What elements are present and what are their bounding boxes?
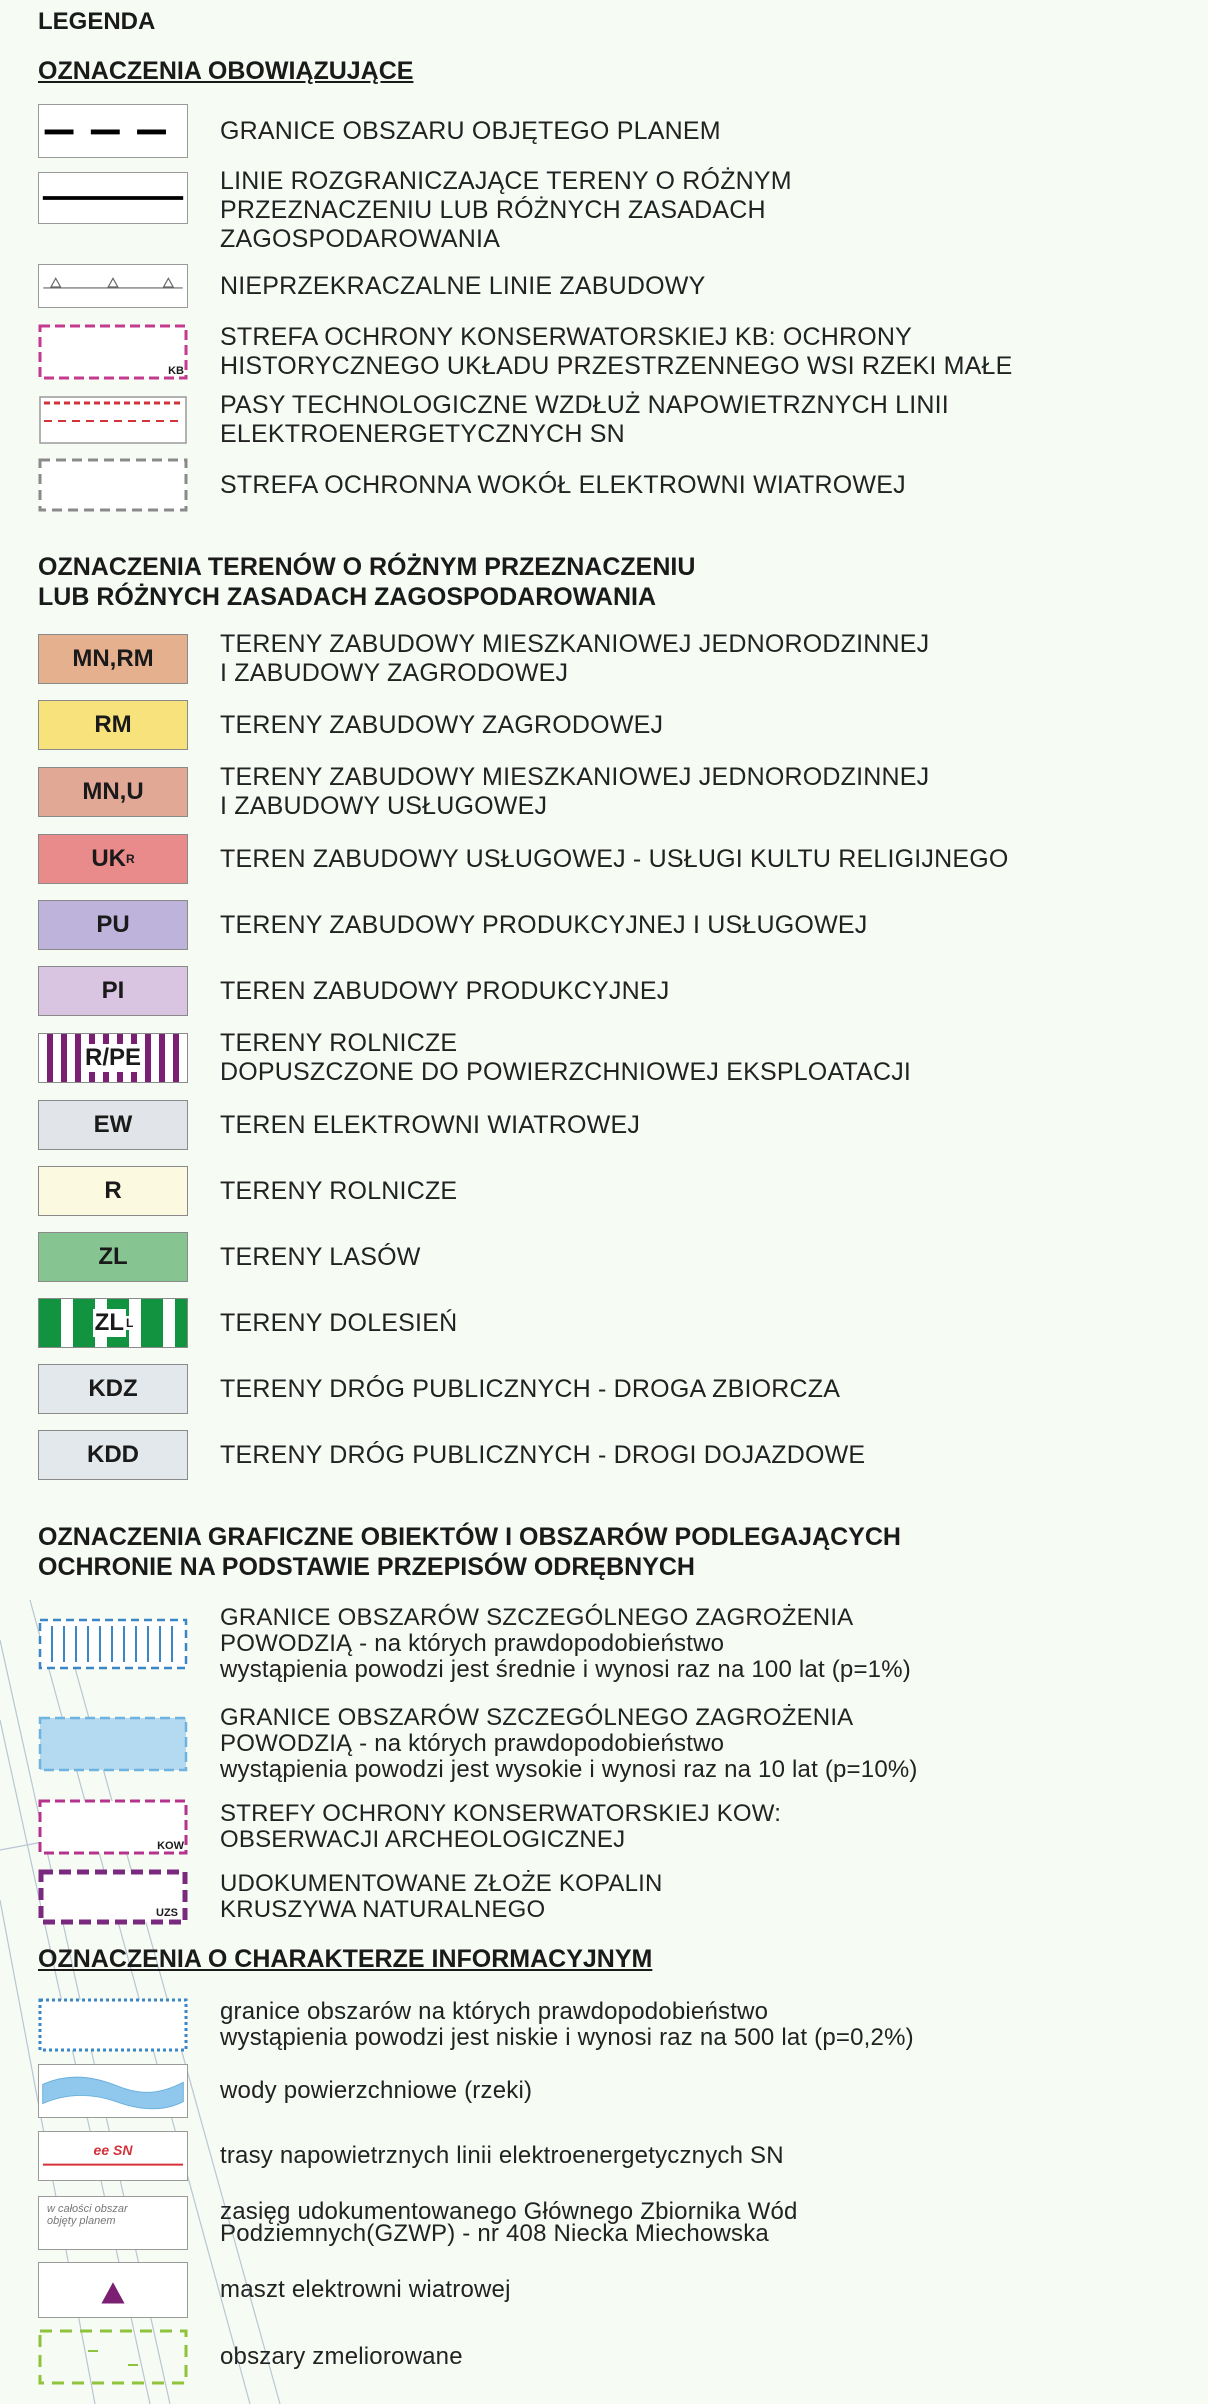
legend-item-conservation-kb bbox=[38, 322, 1208, 382]
section-title-informational: OZNACZENIA O CHARAKTERZE INFORMACYJNYM bbox=[38, 1945, 653, 1973]
section-title-land-use: OZNACZENIA TERENÓW O RÓŻNYM PRZEZNACZENIU LUB RÓŻNYCH ZASADACH ZAGOSPODAROWANIA bbox=[38, 553, 696, 611]
legend-text: PASY TECHNOLOGICZNE WZDŁUŻ NAPOWIETRZNYCH LINII ELEKTROENERGETYCZNYCH SN bbox=[220, 391, 949, 448]
gzwp-symbol: w całości obszar objęty planem bbox=[38, 2196, 188, 2250]
legend-text: trasy napowietrznych linii elektroenergetycznych SN bbox=[220, 2142, 784, 2169]
sn-power-line-symbol bbox=[38, 2131, 188, 2181]
conservation-kb-symbol bbox=[38, 324, 188, 380]
land-use-code-box: MN,U bbox=[38, 767, 188, 817]
wind-zone-symbol bbox=[38, 458, 188, 512]
land-use-code-box: MN,RM bbox=[38, 634, 188, 684]
legend-item-land-use bbox=[38, 692, 1208, 758]
land-use-code-box: KDD bbox=[38, 1430, 188, 1480]
legend-item-land-use bbox=[38, 1024, 1208, 1092]
land-use-code-box: ZL bbox=[38, 1232, 188, 1282]
legend-item-technology-belts bbox=[38, 390, 1208, 450]
land-use-code-box: PU bbox=[38, 900, 188, 950]
land-use-code-box: RM bbox=[38, 700, 188, 750]
land-use-code-box: R bbox=[38, 1166, 188, 1216]
legend-text: TERENY ROLNICZE DOPUSZCZONE DO POWIERZCHNIOWEJ EKSPLOATACJI bbox=[220, 1029, 912, 1086]
legend-text: STREFA OCHRONNA WOKÓŁ ELEKTROWNI WIATROWEJ bbox=[220, 470, 906, 499]
drained-areas-symbol bbox=[38, 2329, 188, 2385]
legend-text: TERENY ZABUDOWY MIESZKANIOWEJ JEDNORODZINNEJ I ZABUDOWY USŁUGOWEJ bbox=[220, 763, 930, 820]
flood-0-2pct-symbol bbox=[38, 1998, 188, 2052]
technology-belt-symbol bbox=[38, 395, 188, 445]
legend-text: TEREN ZABUDOWY USŁUGOWEJ - USŁUGI KULTU RELIGIJNEGO bbox=[220, 844, 1009, 873]
flood-1pct-symbol bbox=[38, 1618, 188, 1670]
legend-item-wind-mast bbox=[38, 2262, 1208, 2318]
legend-text: UDOKUMENTOWANE ZŁOŻE KOPALIN KRUSZYWA NATURALNEGO bbox=[220, 1870, 663, 1923]
legend-item-flood-1pct bbox=[38, 1596, 1208, 1692]
legend-text: TERENY ZABUDOWY PRODUKCYJNEJ I USŁUGOWEJ bbox=[220, 910, 868, 939]
kb-label: KB bbox=[168, 365, 184, 377]
land-use-code-box: PI bbox=[38, 966, 188, 1016]
legend-text: TERENY ZABUDOWY MIESZKANIOWEJ JEDNORODZINNEJ I ZABUDOWY ZAGRODOWEJ bbox=[220, 630, 930, 687]
legend-item-building-line bbox=[38, 264, 1208, 308]
legend-text: TERENY LASÓW bbox=[220, 1242, 421, 1271]
land-use-code-box: EW bbox=[38, 1100, 188, 1150]
legend-item-conservation-kow bbox=[38, 1796, 1208, 1858]
legend-title: LEGENDA bbox=[38, 8, 156, 35]
legend-text: GRANICE OBSZARÓW SZCZEGÓLNEGO ZAGROŻENIA POWODZIĄ - na których prawdopodobieństwo wystąpienia powodzi jest wysokie i wynosi raz na 10 lat (p=10%) bbox=[220, 1704, 918, 1783]
legend-text: TERENY ZABUDOWY ZAGRODOWEJ bbox=[220, 710, 664, 739]
wind-mast-icon bbox=[101, 2282, 124, 2303]
conservation-kow-symbol bbox=[38, 1799, 188, 1855]
legend-text: TEREN ELEKTROWNI WIATROWEJ bbox=[220, 1110, 641, 1139]
kow-label: KOW bbox=[157, 1840, 184, 1852]
demarcation-line-symbol bbox=[38, 172, 188, 224]
legend-item-aggregate-deposit bbox=[38, 1866, 1208, 1928]
legend-item-surface-waters bbox=[38, 2062, 1208, 2120]
legend-text: TERENY DRÓG PUBLICZNYCH - DROGI DOJAZDOWE bbox=[220, 1440, 866, 1469]
land-use-code-box: R/PE bbox=[38, 1033, 188, 1083]
legend-item-land-use bbox=[38, 626, 1208, 692]
legend-item-land-use bbox=[38, 826, 1208, 892]
flood-10pct-symbol bbox=[38, 1716, 188, 1772]
surface-waters-symbol bbox=[38, 2064, 188, 2118]
land-use-list bbox=[38, 626, 1208, 1488]
legend-text: maszt elektrowni wiatrowej bbox=[220, 2276, 511, 2303]
legend-item-plan-boundary bbox=[38, 104, 1208, 158]
legend-item-sn-power-lines bbox=[38, 2128, 1208, 2184]
legend-item-land-use bbox=[38, 892, 1208, 958]
land-use-code-box: UK R bbox=[38, 834, 188, 884]
legend-text: TERENY ROLNICZE bbox=[220, 1176, 458, 1205]
land-use-code-box: ZL L bbox=[38, 1298, 188, 1348]
legend-item-gzwp bbox=[38, 2194, 1208, 2252]
section-title-binding: OZNACZENIA OBOWIĄZUJĄCE bbox=[38, 57, 414, 85]
legend-item-demarcation-lines bbox=[38, 166, 1208, 254]
legend-item-land-use bbox=[38, 1422, 1208, 1488]
legend-item-flood-0-2pct bbox=[38, 1994, 1208, 2056]
legend-item-land-use bbox=[38, 958, 1208, 1024]
legend-text: GRANICE OBSZARÓW SZCZEGÓLNEGO ZAGROŻENIA POWODZIĄ - na których prawdopodobieństwo wystąpienia powodzi jest średnie i wynosi raz na 100 lat (p=1%) bbox=[220, 1604, 911, 1683]
legend-text: TERENY DRÓG PUBLICZNYCH - DROGA ZBIORCZA bbox=[220, 1374, 841, 1403]
legend-text: TEREN ZABUDOWY PRODUKCYJNEJ bbox=[220, 976, 670, 1005]
legend-item-land-use bbox=[38, 758, 1208, 826]
legend-text: STREFA OCHRONY KONSERWATORSKIEJ KB: OCHRONY HISTORYCZNEGO UKŁADU PRZESTRZENNEGO WSI RZEKI MAŁE bbox=[220, 323, 1013, 380]
legend-text: TERENY DOLESIEŃ bbox=[220, 1308, 458, 1337]
legend-item-wind-protection-zone bbox=[38, 458, 1208, 512]
legend-text: STREFY OCHRONY KONSERWATORSKIEJ KOW: OBSERWACJI ARCHEOLOGICZNEJ bbox=[220, 1800, 782, 1853]
legend-item-land-use bbox=[38, 1224, 1208, 1290]
plan-boundary-symbol bbox=[38, 104, 188, 158]
section-title-protected: OZNACZENIA GRAFICZNE OBIEKTÓW I OBSZARÓW PODLEGAJĄCYCH OCHRONIE NA PODSTAWIE PRZEPISÓW ODRĘBNYCH bbox=[38, 1523, 901, 1581]
legend-item-land-use bbox=[38, 1092, 1208, 1158]
legend-item-land-use bbox=[38, 1290, 1208, 1356]
land-use-code-box: KDZ bbox=[38, 1364, 188, 1414]
wind-mast-symbol bbox=[38, 2262, 188, 2318]
legend-text: GRANICE OBSZARU OBJĘTEGO PLANEM bbox=[220, 116, 721, 145]
legend-item-land-use bbox=[38, 1356, 1208, 1422]
uzs-label: UZS bbox=[156, 1907, 178, 1919]
legend-text: granice obszarów na których prawdopodobieństwo wystąpienia powodzi jest niskie i wynosi raz na 500 lat (p=0,2%) bbox=[220, 1998, 914, 2051]
legend-text: LINIE ROZGRANICZAJĄCE TERENY O RÓŻNYM PRZEZNACZENIU LUB RÓŻNYCH ZASADACH ZAGOSPODAROWANIA bbox=[220, 166, 792, 253]
building-line-symbol bbox=[38, 264, 188, 308]
legend-text: NIEPRZEKRACZALNE LINIE ZABUDOWY bbox=[220, 271, 706, 300]
legend-item-flood-10pct bbox=[38, 1696, 1208, 1792]
legend-item-drained-areas bbox=[38, 2328, 1208, 2386]
legend-text: obszary zmeliorowane bbox=[220, 2343, 463, 2370]
legend-text: wody powierzchniowe (rzeki) bbox=[220, 2077, 533, 2104]
legend-item-land-use bbox=[38, 1158, 1208, 1224]
aggregate-deposit-symbol bbox=[38, 1869, 188, 1925]
legend-text: zasięg udokumentowanego Głównego Zbiornika Wód Podziemnych(GZWP) - nr 408 Niecka Miechowska bbox=[220, 2198, 798, 2247]
sn-line-label: ee SN bbox=[93, 2142, 133, 2158]
